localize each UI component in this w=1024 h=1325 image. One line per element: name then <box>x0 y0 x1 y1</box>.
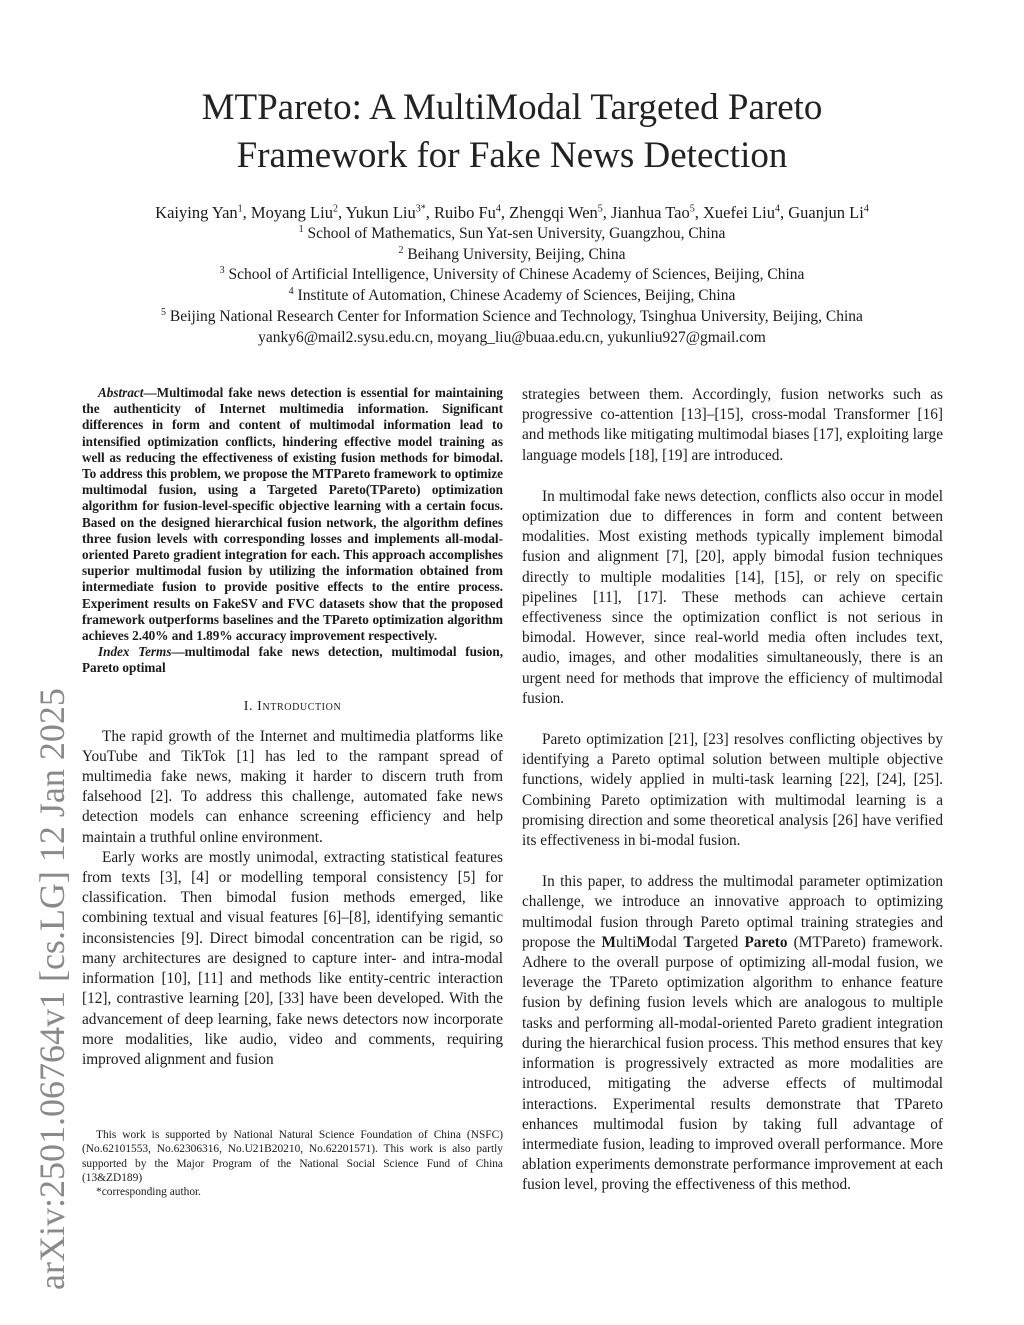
author-sup: 1 <box>237 203 243 215</box>
bold-letter: T <box>683 933 694 951</box>
affiliation-number: 5 <box>161 306 167 318</box>
arxiv-stamp: arXiv:2501.06764v1 [cs.LG] 12 Jan 2025 <box>32 688 72 1290</box>
bold-word: Pareto <box>744 933 788 951</box>
text-run: In this paper, to address the multimodal parameter optimization challenge, we introduce an innovative approach to optimizing multimodal fusion through Pareto optimal training strategies and propose the <box>522 873 943 951</box>
affiliation-text: School of Mathematics, Sun Yat-sen University, Guangzhou, China <box>307 225 726 242</box>
abstract-label: Abstract <box>98 385 144 400</box>
affiliation <box>40 307 984 328</box>
text-run: (MTPareto) framework. Adhere to the overall purpose of optimizing all-modal fusion, we leverage the TPareto optimization algorithm to enhance feature fusion by defining fusion levels which are analogous to multiple tasks and performing all-modal-oriented Pareto gradient integration during the hierarchical fusion process. This method ensures that key information is progressively extracted as more modalities are introduced, mitigating the adverse effects of multimodal interactions. Experimental results demonstrate that TPareto enhances multimodal fusion by taking full advantage of intermediate fusion, leading to improved overall performance. More ablation experiments demonstrate performance improvement at each fusion level, proving the effectiveness of this method. <box>522 933 943 1194</box>
affiliation-text: Beijing National Research Center for Information Science and Technology, Tsinghua University, Beijing, China <box>169 307 863 325</box>
index-terms-label: Index Terms <box>98 644 172 660</box>
author-list: Kaiying Yan$^1$, Moyang Liu$^2$, Yukun Liu$^{3*}$, Ruibo Fu$^4$, Zhengqi Wen$^5$, Jianhua Tao$^5$, Xuefei Liu$^4$, Guanjun Li$^4$ <box>155 203 869 222</box>
footnote <box>82 1128 503 1199</box>
author-sup: 5 <box>689 203 695 215</box>
body-paragraph: Pareto optimization [21], [23] resolves conflicting objectives by identifying a Pareto optimal solution between multiple objective functions, widely applied in multi-task learning [22], [24], [25]. Combining Pareto optimization with multimodal learning is a promising direction and some theoretical analysis [26] have verified its effectiveness in bi-modal fusion. <box>522 731 943 850</box>
author-name: Moyang Liu <box>250 203 333 222</box>
abstract <box>82 385 503 644</box>
author-sup: 3* <box>415 203 426 215</box>
text-run: odal <box>650 933 684 951</box>
author-name: Jianhua Tao <box>611 203 690 222</box>
left-column <box>82 385 503 1070</box>
bold-letter: M <box>636 933 651 951</box>
body-paragraph: In multimodal fake news detection, conflicts also occur in model optimization due to differences in form and content between modalities. Most existing methods typically implement bimodal fusion and alignment [7], [20], apply bimodal fusion techniques directly to multiple modalities [14], [15], or rely on specific pipelines [11], [17]. These methods can achieve certain effectiveness since the optimization conflict is not serious in bimodal. However, since real-world media often includes text, audio, images, and other modalities simultaneously, there is an urgent need for methods that improve the efficiency of multimodal fusion. <box>522 487 943 707</box>
affiliation <box>40 245 984 266</box>
right-column <box>522 385 943 1196</box>
section-heading: I. Introduction <box>243 698 342 714</box>
email-line: yanky6@mail2.sysu.edu.cn, moyang_liu@buaa.edu.cn, yukunliu927@gmail.com <box>258 328 766 346</box>
index-terms <box>82 644 503 676</box>
author-name: Zhengqi Wen <box>509 203 598 222</box>
paper-title <box>100 84 924 180</box>
affiliation-number: 4 <box>288 285 294 297</box>
intro-paragraph: The rapid growth of the Internet and multimedia platforms like YouTube and TikTok [1] has led to the rampant spread of multimedia fake news, making it harder to discern truth from falsehood [2]. To address this challenge, automated fake news detection models can enhance screening efficiency and help maintain a truthful online environment. <box>82 727 503 846</box>
text-run: argeted <box>693 933 745 951</box>
author-name: Xuefei Liu <box>703 203 775 222</box>
affiliation-text: Beihang University, Beijing, China <box>407 245 626 263</box>
affiliation <box>40 224 984 245</box>
affiliation-number: 1 <box>298 223 304 235</box>
affiliation-text: Institute of Automation, Chinese Academy of Sciences, Beijing, China <box>297 287 736 305</box>
text-run: ulti <box>615 933 637 951</box>
affiliation <box>40 265 984 286</box>
body-paragraph <box>522 872 943 1195</box>
author-sup: 2 <box>332 203 338 215</box>
corresponding-note: *corresponding author. <box>96 1186 202 1199</box>
affiliation-number: 3 <box>219 265 225 277</box>
title-line-2: Framework for Fake News Detection <box>236 135 788 176</box>
affiliation-number: 2 <box>398 244 404 256</box>
author-name: Yukun Liu <box>345 203 416 222</box>
author-name: Kaiying Yan <box>155 203 238 222</box>
body-paragraph: strategies between them. Accordingly, fusion networks such as progressive co-attention [13]–[15], cross-modal Transformer [16] and methods like mitigating multimodal biases [17], exploiting large language models [18], [19] are introduced. <box>522 386 943 464</box>
author-sup: 4 <box>863 203 869 215</box>
affiliation-text: School of Artificial Intelligence, University of Chinese Academy of Sciences, Beijing, China <box>228 266 805 284</box>
index-terms-text: —multimodal fake news detection, multimodal fusion, Pareto optimal <box>82 644 503 676</box>
author-name: Guanjun Li <box>788 203 864 222</box>
author-sup: 5 <box>597 203 603 215</box>
intro-paragraph: Early works are mostly unimodal, extracting statistical features from texts [3], [4] or modelling temporal consistency [5] for classification. Then bimodal fusion methods emerged, like combining textual and visual features [6]–[8], identifying semantic inconsistencies [9]. Direct bimodal concentration can be rigid, so many architectures are designed to capture inter- and intra-modal information [10], [11] and methods like entity-centric interaction [12], contrastive learning [20], [33] have been developed. With the advancement of deep learning, fake news detectors now incorporate more modalities, like audio, video and comments, requiring improved alignment and fusion <box>82 848 503 1068</box>
affiliation-list <box>40 224 984 348</box>
funding-note: This work is supported by National Natural Science Foundation of China (NSFC) (No.62101553, No.62306316, No.U21B20210, No.62201571). This work is also partly supported by the Major Program of the National Social Science Fund of China (13&ZD189) <box>82 1129 503 1184</box>
author-sup: 4 <box>774 203 780 215</box>
author-name: Ruibo Fu <box>433 203 496 222</box>
title-line-1: MTPareto: A MultiModal Targeted Pareto <box>201 87 823 128</box>
bold-letter: M <box>601 933 616 951</box>
affiliation <box>40 286 984 307</box>
author-sup: 4 <box>495 203 501 215</box>
abstract-text: —Multimodal fake news detection is essential for maintaining the authenticity of Internet multimedia information. Significant differences in form and content of multimodal information lead to intensified optimization conflicts, hindering effective model training as well as reducing the effectiveness of existing fusion methods for bimodal. To address this problem, we propose the MTPareto framework to optimize multimodal fusion, using a Targeted Pareto(TPareto) optimization algorithm for fusion-level-specific objective learning with a certain focus. Based on the designed hierarchical fusion network, the algorithm defines three fusion levels with corresponding losses and implements all-modal-oriented Pareto gradient integration for each. This approach accomplishes superior multimodal fusion by utilizing the information obtained from intermediate fusion to provide positive effects to the entire process. Experiment results on FakeSV and FVC datasets show that the proposed framework outperforms baselines and the TPareto optimization algorithm achieves 2.40% and 1.89% accuracy improvement respectively. <box>82 385 503 644</box>
